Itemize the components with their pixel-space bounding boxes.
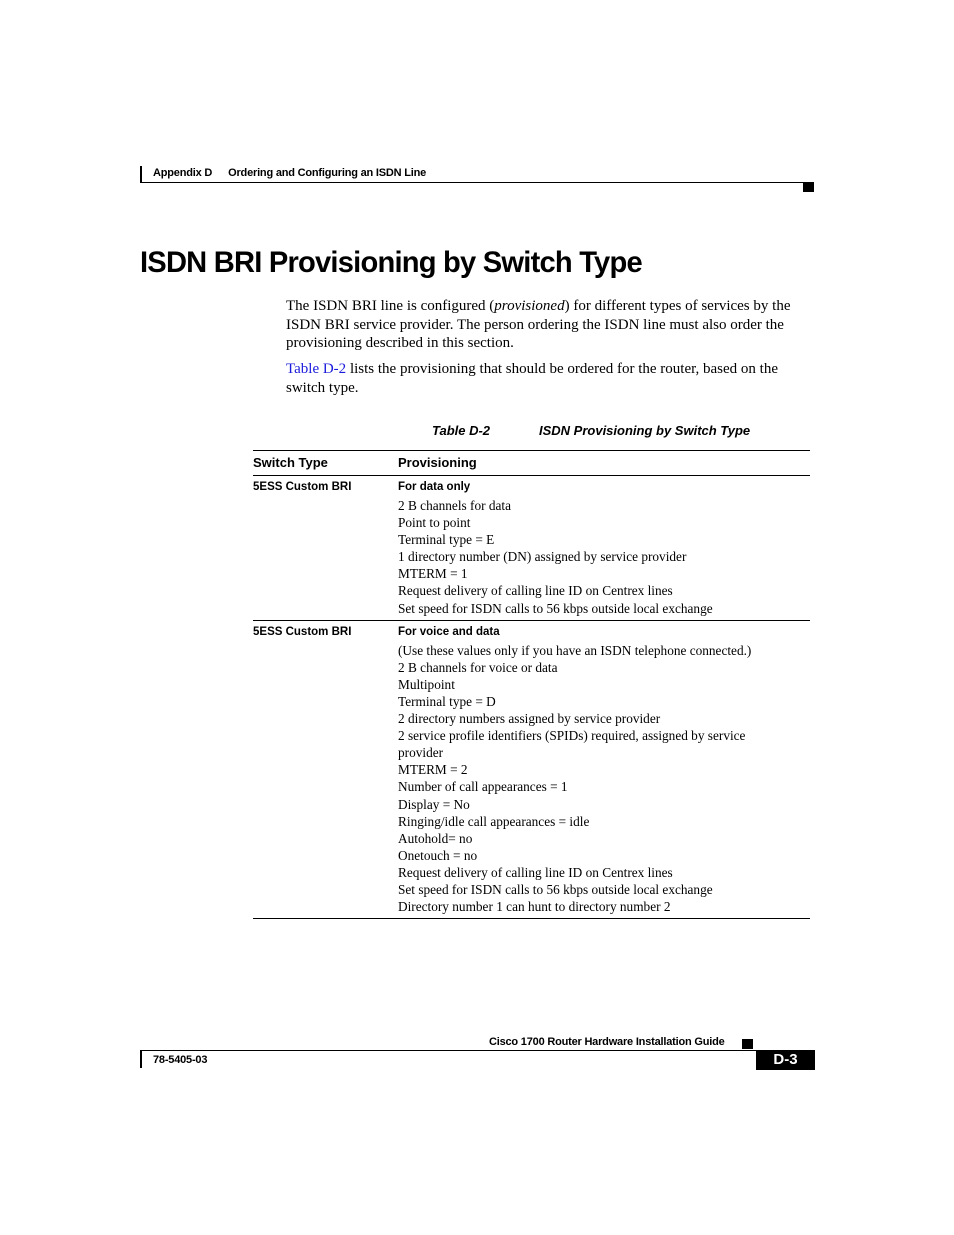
provisioning-line: Autohold= no xyxy=(398,830,473,846)
provisioning-heading: For data only xyxy=(398,481,471,493)
header-square xyxy=(803,182,814,192)
footer-doc-number: 78-5405-03 xyxy=(153,1054,208,1066)
chapter-title: Ordering and Configuring an ISDN Line xyxy=(228,167,427,179)
intro-emphasis: provisioned xyxy=(494,298,565,314)
provisioning-line: Ringing/idle call appearances = idle xyxy=(398,813,590,829)
switch-type-cell: 5ESS Custom BRI xyxy=(253,481,352,493)
column-header-provisioning: Provisioning xyxy=(398,455,477,470)
provisioning-heading: For voice and data xyxy=(398,625,500,638)
provisioning-line: 2 directory numbers assigned by service provider xyxy=(398,711,661,727)
provisioning-line: 2 B channels for voice or data xyxy=(398,659,558,675)
table-bottom-rule xyxy=(253,918,810,919)
provisioning-line: Request delivery of calling line ID on Centrex lines xyxy=(398,583,673,599)
provisioning-line: (Use these values only if you have an ISDN telephone connected.) xyxy=(398,642,752,658)
intro-paragraph-1 xyxy=(286,297,814,353)
provisioning-line: Onetouch = no xyxy=(398,847,478,863)
provisioning-line: Terminal type = D xyxy=(398,693,496,709)
footer-guide-title: Cisco 1700 Router Hardware Installation Guide xyxy=(489,1036,725,1048)
page-number: D-3 xyxy=(756,1050,815,1070)
table-row xyxy=(253,621,810,919)
footer-square xyxy=(742,1039,753,1049)
provisioning-line: 2 B channels for data xyxy=(398,498,511,513)
table-row xyxy=(253,476,810,620)
provisioning-cell xyxy=(398,480,810,617)
provisioning-line: 1 directory number (DN) assigned by service provider xyxy=(398,549,687,565)
header-rule xyxy=(140,182,806,183)
header-bar xyxy=(140,166,142,183)
table-caption-title: ISDN Provisioning by Switch Type xyxy=(539,423,751,438)
provisioning-line: Number of call appearances = 1 xyxy=(398,779,568,795)
provisioning-line: Multipoint xyxy=(398,676,455,692)
provisioning-line: Point to point xyxy=(398,515,471,531)
intro-text-continued: ) for different types of services by the ISDN BRI service provider. The person ordering the ISDN line must also order the provisioning described in this section. xyxy=(286,298,791,351)
provisioning-line: Request delivery of calling line ID on Centrex lines xyxy=(398,864,673,880)
footer-bar xyxy=(140,1050,142,1068)
section-title: ISDN BRI Provisioning by Switch Type xyxy=(140,246,642,279)
footer-rule xyxy=(140,1050,756,1051)
running-header xyxy=(153,166,426,180)
provisioning-line: provider xyxy=(398,745,444,761)
provisioning-line: Set speed for ISDN calls to 56 kbps outside local exchange xyxy=(398,600,713,616)
table-header-row xyxy=(253,451,810,475)
table-d2-link[interactable]: Table D-2 xyxy=(286,361,347,377)
intro-text: The ISDN BRI line is configured ( xyxy=(286,298,495,314)
switch-type-cell: 5ESS Custom BRI xyxy=(253,625,352,638)
provisioning-cell xyxy=(398,625,810,916)
provisioning-line: Directory number 1 can hunt to directory number 2 xyxy=(398,899,671,915)
intro-paragraph-2-text: lists the provisioning that should be ordered for the router, based on the switch type. xyxy=(286,361,778,396)
provisioning-line: Terminal type = E xyxy=(398,532,495,548)
column-header-switch-type: Switch Type xyxy=(253,455,328,470)
provisioning-line: MTERM = 1 xyxy=(398,566,468,582)
table-caption-number: Table D-2 xyxy=(432,423,491,438)
appendix-label: Appendix D xyxy=(153,167,213,179)
provisioning-table xyxy=(253,450,810,919)
provisioning-line: MTERM = 2 xyxy=(398,762,468,778)
provisioning-line: Display = No xyxy=(398,796,470,812)
provisioning-line: 2 service profile identifiers (SPIDs) required, assigned by service xyxy=(398,728,746,744)
intro-paragraph-2 xyxy=(286,360,814,397)
provisioning-line: Set speed for ISDN calls to 56 kbps outside local exchange xyxy=(398,881,713,897)
